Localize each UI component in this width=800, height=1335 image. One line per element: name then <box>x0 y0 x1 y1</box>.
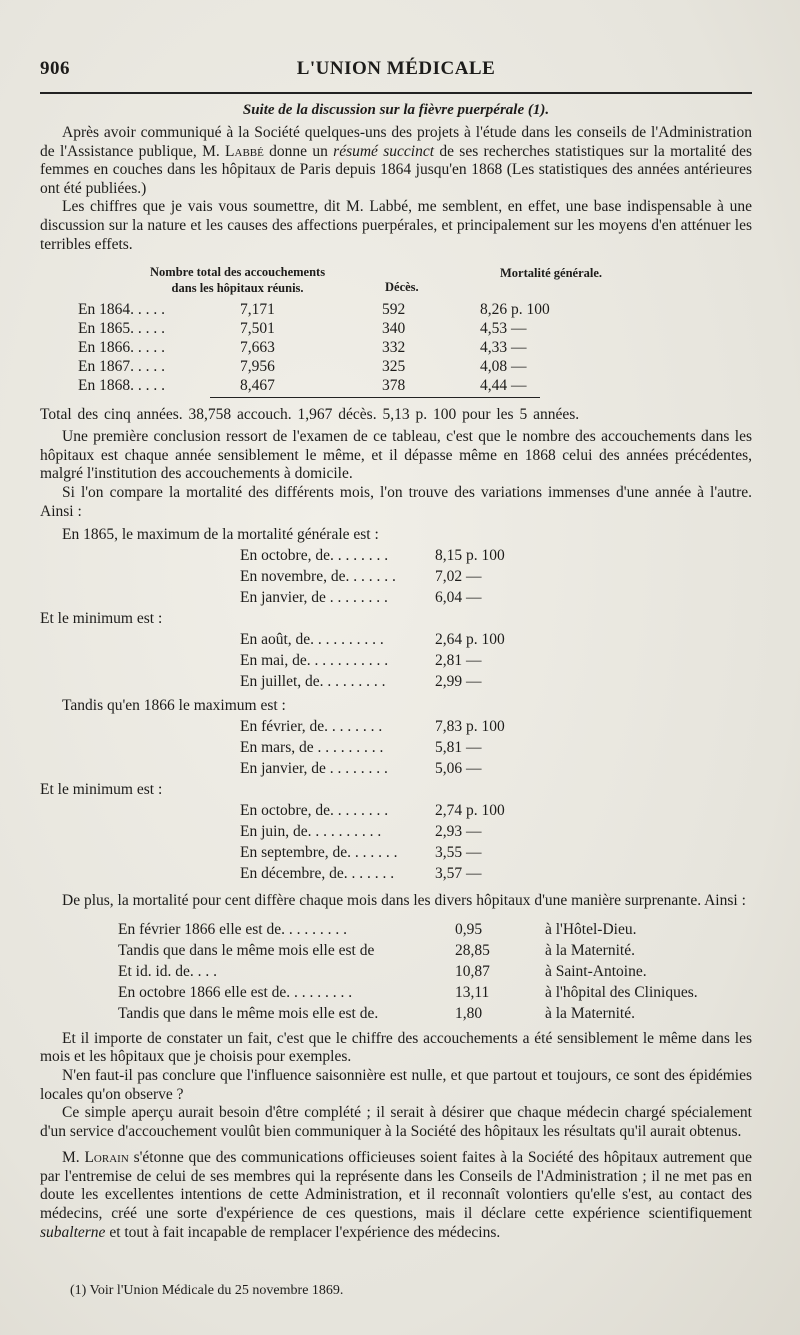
compare-paragraph: Si l'on compare la mortalité des différents mois, l'on trouve des variations immenses d'une année à l'autre. Ainsi : <box>40 483 752 520</box>
column-header-deces: Décès. <box>385 280 419 295</box>
apercu-paragraph: Ce simple aperçu aurait besoin d'être complété ; il serait à désirer que chaque médecin chargé spécialement d'un service d'accouchement voulût bien communiquer à la Société des hôpitaux les résultats qu'il aurait obtenus. <box>40 1104 752 1140</box>
accouchements-cell: 7,501 <box>240 320 275 338</box>
month-value: 2,74 p. 100 <box>435 802 505 820</box>
mortalite-cell: 4,53 — <box>480 320 527 338</box>
mortalite-cell: 4,44 — <box>480 377 527 395</box>
comparison-hospital: à la Maternité. <box>545 1004 635 1022</box>
intro-paragraph-2: Les chiffres que je vais vous soumettre, dit M. Labbé, me semblent, en effet, une base indispensable à une discussion sur la nature et les causes des affections puerpérales, et principalement sur les moyens d'en atténuer les terribles effets. <box>40 198 752 253</box>
table-header <box>40 264 752 300</box>
month-row <box>40 716 752 737</box>
table-row <box>40 300 752 319</box>
lead-max-1866: Tandis qu'en 1866 le maximum est : <box>62 697 286 715</box>
deces-cell: 592 <box>382 301 406 319</box>
month-label: En mars, de . . . . . . . . . <box>240 739 384 757</box>
deces-cell: 378 <box>382 377 406 395</box>
section-title: Suite de la discussion sur la fièvre puerpérale (1). <box>242 102 550 118</box>
month-label: En septembre, de. . . . . . . <box>240 844 398 862</box>
table-row <box>40 319 752 338</box>
month-row <box>40 671 752 692</box>
month-row <box>40 545 752 566</box>
month-value: 2,64 p. 100 <box>435 631 505 649</box>
month-value: 7,02 — <box>435 568 482 586</box>
comparison-row <box>40 940 752 961</box>
comparison-row <box>40 919 752 940</box>
page-number: 906 <box>40 58 70 79</box>
header-rule <box>40 92 752 94</box>
statistics-table <box>40 264 752 424</box>
mortalite-cell: 8,26 p. 100 <box>480 301 550 319</box>
running-title: L'UNION MÉDICALE <box>296 58 496 79</box>
conclusion-paragraph: Une première conclusion ressort de l'examen de ce tableau, c'est que le nombre des accouchements dans les hôpitaux est chaque année sensiblement le même, et il dépasse même en 1868 celui des années précédentes, malgré l'institution des accouchements à domicile. <box>40 428 752 483</box>
comparison-row <box>40 1003 752 1024</box>
deces-cell: 332 <box>382 339 406 357</box>
lorain-italic: subalterne <box>40 1223 106 1241</box>
lead-min-1865: Et le minimum est : <box>40 610 163 628</box>
month-value: 2,81 — <box>435 652 482 670</box>
comparison-text: Et id. id. de. . . . <box>118 962 218 980</box>
author-name: Lorain <box>84 1149 129 1167</box>
month-value: 6,04 — <box>435 589 482 607</box>
mortalite-cell: 4,33 — <box>480 339 527 357</box>
deces-cell: 325 <box>382 358 406 376</box>
accouchements-cell: 7,171 <box>240 301 275 319</box>
comparison-text: Tandis que dans le même mois elle est de. <box>118 1004 379 1022</box>
faut-il-paragraph: N'en faut-il pas conclure que l'influence saisonnière est nulle, et que partout et toujours, ce sont des épidémies locales qu'on observe ? <box>40 1066 752 1103</box>
year-1865-block <box>40 524 752 692</box>
footnote: (1) Voir l'Union Médicale du 25 novembre 1869. <box>70 1283 344 1298</box>
accouchements-cell: 8,467 <box>240 377 275 395</box>
month-label: En octobre, de. . . . . . . . <box>240 547 389 565</box>
table-row <box>40 376 752 395</box>
accouchements-cell: 7,956 <box>240 358 275 376</box>
column-header-line: Nombre total des accouchements <box>150 265 326 280</box>
month-row <box>40 758 752 779</box>
lorain-text: et tout à fait incapable de remplacer l'expérience des médecins. <box>105 1223 501 1241</box>
month-label: En janvier, de . . . . . . . . <box>240 589 388 607</box>
hospitals-paragraph: De plus, la mortalité pour cent diffère chaque mois dans les divers hôpitaux d'une manière surprenante. Ainsi : <box>62 892 746 910</box>
month-row <box>40 863 752 884</box>
month-label: En mai, de. . . . . . . . . . . <box>240 652 389 670</box>
month-label: En novembre, de. . . . . . . <box>240 568 396 586</box>
comparison-hospital: à l'Hôtel-Dieu. <box>545 920 637 938</box>
comparison-value: 28,85 <box>455 941 490 959</box>
intro-paragraph <box>40 124 752 198</box>
comparison-value: 13,11 <box>455 983 490 1001</box>
comparison-hospital: à Saint-Antoine. <box>545 962 647 980</box>
comparison-value: 0,95 <box>455 920 483 938</box>
max-list-1866 <box>40 716 752 779</box>
year-cell: En 1866. . . . . <box>78 339 165 357</box>
sum-rule <box>40 395 752 401</box>
comparison-text: Tandis que dans le même mois elle est de <box>118 941 375 959</box>
intro-italic: résumé succinct <box>333 142 435 160</box>
mortalite-cell: 4,08 — <box>480 358 527 376</box>
column-header-accouchements <box>150 264 325 296</box>
month-label: En décembre, de. . . . . . . <box>240 865 395 883</box>
min-list-1865 <box>40 629 752 692</box>
author-name: Labbé <box>225 142 264 160</box>
year-cell: En 1865. . . . . <box>78 320 165 338</box>
month-row <box>40 842 752 863</box>
month-value: 3,55 — <box>435 844 482 862</box>
page-header <box>40 58 752 80</box>
lorain-paragraph <box>40 1149 752 1242</box>
accouchements-cell: 7,663 <box>240 339 275 357</box>
month-value: 3,57 — <box>435 865 482 883</box>
lorain-text: M. <box>62 1149 85 1167</box>
month-label: En juillet, de. . . . . . . . . <box>240 673 386 691</box>
month-row <box>40 821 752 842</box>
month-value: 8,15 p. 100 <box>435 547 505 565</box>
table-row <box>40 338 752 357</box>
comparison-text: En février 1866 elle est de. . . . . . . . . <box>118 920 347 938</box>
deces-cell: 340 <box>382 320 406 338</box>
month-label: En février, de. . . . . . . . <box>240 718 383 736</box>
intro-text: Après avoir communiqué à la Société quelques-uns des projets à l'étude dans les conseils de l'Administration de l'Assistance publique, M. <box>40 124 752 160</box>
month-value: 7,83 p. 100 <box>435 718 505 736</box>
column-header-mortalite: Mortalité générale. <box>500 266 603 281</box>
table-body <box>40 300 752 395</box>
comparison-row <box>40 982 752 1003</box>
max-list-1865 <box>40 545 752 608</box>
comparison-value: 10,87 <box>455 962 490 980</box>
month-value: 5,06 — <box>435 760 482 778</box>
comparison-row <box>40 961 752 982</box>
month-row <box>40 800 752 821</box>
year-cell: En 1864. . . . . <box>78 301 165 319</box>
intro-text: donne un <box>263 142 334 160</box>
constater-paragraph: Et il importe de constater un fait, c'est que le chiffre des accouchements a été sensiblement le même dans les mois et les hôpitaux que je choisis pour exemples. <box>40 1029 752 1066</box>
month-label: En octobre, de. . . . . . . . <box>240 802 389 820</box>
comparison-hospital: à l'hôpital des Cliniques. <box>545 983 698 1001</box>
year-cell: En 1868. . . . . <box>78 377 165 395</box>
comparison-value: 1,80 <box>455 1004 483 1022</box>
month-label: En août, de. . . . . . . . . . <box>240 631 384 649</box>
comparison-text: En octobre 1866 elle est de. . . . . . . . . <box>118 983 353 1001</box>
comparison-hospital: à la Maternité. <box>545 941 635 959</box>
month-row <box>40 737 752 758</box>
min-list-1866 <box>40 800 752 884</box>
hospital-comparison-list <box>40 919 752 1024</box>
month-value: 5,81 — <box>435 739 482 757</box>
month-value: 2,93 — <box>435 823 482 841</box>
month-row <box>40 629 752 650</box>
month-label: En juin, de. . . . . . . . . . <box>240 823 382 841</box>
year-1866-block <box>40 695 752 884</box>
month-row <box>40 587 752 608</box>
month-label: En janvier, de . . . . . . . . <box>240 760 388 778</box>
lorain-text: s'étonne que des communications officieuses soient faites à la Société des hôpitaux autrement que par l'entremise de celui de ses membres qui la représente dans les Conseils de l'Administration ; il ne met pas en doute les excellentes intentions de cette Administration, et il reconnaît volontiers qu'elle s'est, au contact des médecins, créé une sorte d'expérience de ces questions, mais il déclare cette expérience scientifiquement <box>40 1149 752 1223</box>
year-cell: En 1867. . . . . <box>78 358 165 376</box>
month-row <box>40 650 752 671</box>
intro-text: de ses recherches statistiques sur la mortalité des femmes en couches dans les hôpitaux de Paris depuis 1864 jusqu'en 1868 (Les statistiques des années antérieures ont été publiées.) <box>40 142 752 197</box>
month-row <box>40 566 752 587</box>
lead-min-1866: Et le minimum est : <box>40 781 163 799</box>
table-row <box>40 357 752 376</box>
month-value: 2,99 — <box>435 673 482 691</box>
table-total: Total des cinq années. 38,758 accouch. 1,967 décès. 5,13 p. 100 pour les 5 années. <box>40 406 580 424</box>
column-header-line: dans les hôpitaux réunis. <box>171 281 304 296</box>
lead-max-1865: En 1865, le maximum de la mortalité générale est : <box>62 526 379 544</box>
